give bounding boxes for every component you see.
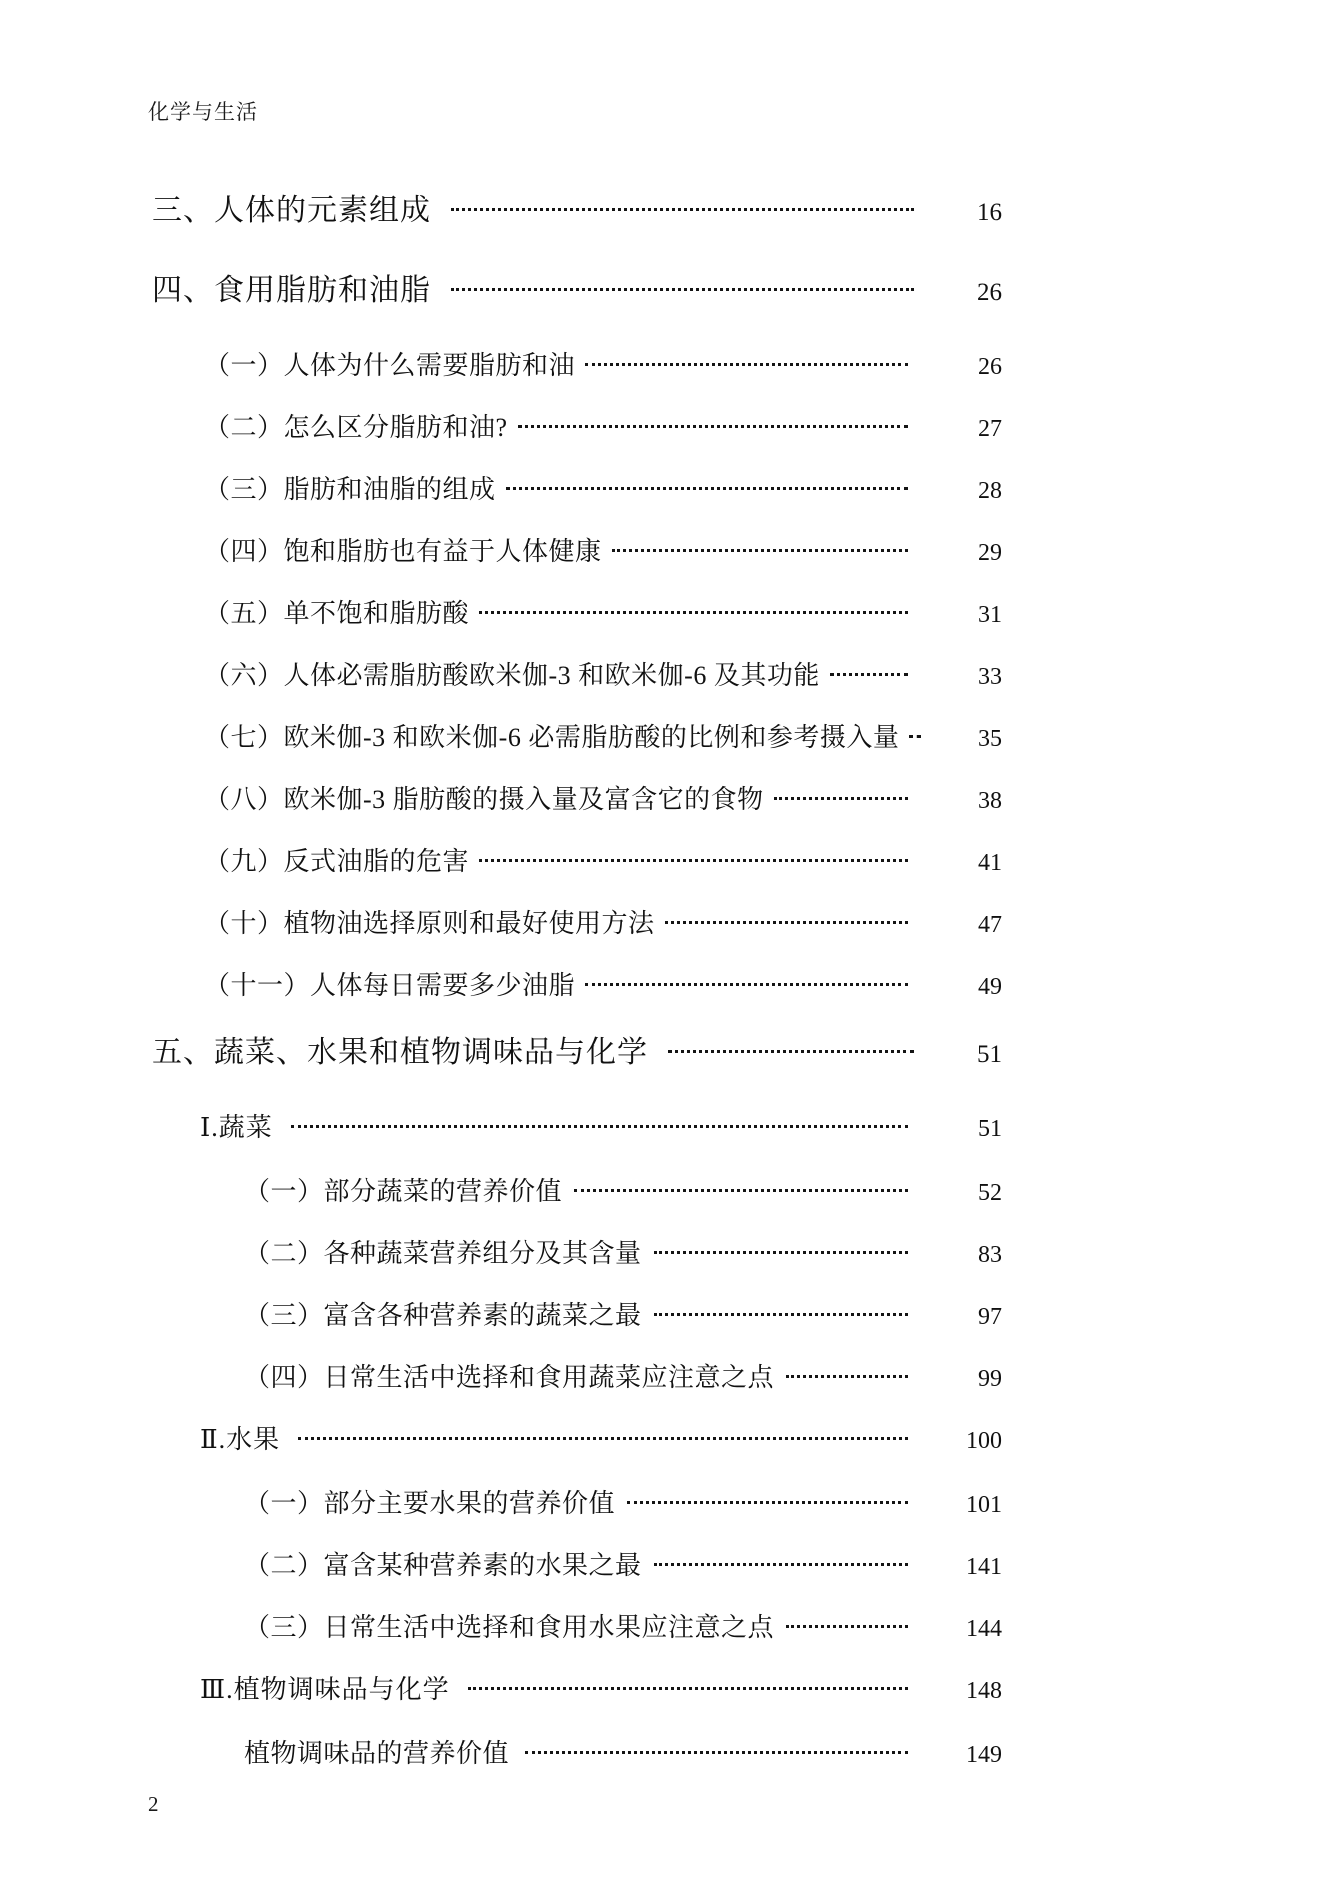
toc-entry[interactable] <box>0 1107 1339 1144</box>
toc-entry-label: （十）植物油选择原则和最好使用方法 <box>204 909 655 938</box>
toc-entry-label: 四、食用脂肪和油脂 <box>152 274 431 307</box>
toc-entry-label: （四）日常生活中选择和食用蔬菜应注意之点 <box>244 1363 775 1392</box>
toc-leader-dots <box>479 596 908 622</box>
toc-entry-page-number: 144 <box>966 1616 1002 1642</box>
toc-entry[interactable] <box>0 1171 1339 1208</box>
toc-entry[interactable] <box>0 185 1339 229</box>
toc-entry[interactable] <box>0 1733 1339 1770</box>
toc-entry[interactable] <box>0 407 1339 444</box>
toc-entry[interactable] <box>0 265 1339 309</box>
toc-entry[interactable] <box>0 1669 1339 1706</box>
toc-entry-label: （八）欧米伽-3 脂肪酸的摄入量及富含它的食物 <box>204 785 764 814</box>
toc-entry-page-number: 51 <box>978 1116 1002 1142</box>
toc-entry-label: Ⅲ.植物调味品与化学 <box>200 1675 450 1704</box>
toc-entry-page-number: 47 <box>978 912 1002 938</box>
toc-entry-label: （三）富含各种营养素的蔬菜之最 <box>244 1301 642 1330</box>
toc-entry[interactable] <box>0 965 1339 1002</box>
toc-entry-page-number: 38 <box>978 788 1002 814</box>
toc-leader-dots <box>774 782 908 808</box>
toc-entry-page-number: 26 <box>978 354 1002 380</box>
toc-entry[interactable] <box>0 593 1339 630</box>
toc-entry[interactable] <box>0 531 1339 568</box>
toc-entry[interactable] <box>0 1483 1339 1520</box>
toc-leader-dots <box>612 534 908 560</box>
toc-entry-page-number: 31 <box>978 602 1002 628</box>
running-head: 化学与生活 <box>148 100 258 124</box>
toc-entry[interactable] <box>0 1233 1339 1270</box>
toc-leader-dots <box>468 1672 908 1698</box>
toc-entry-page-number: 141 <box>966 1554 1002 1580</box>
toc-entry-label: Ⅰ.蔬菜 <box>200 1113 273 1142</box>
toc-entry[interactable] <box>0 1607 1339 1644</box>
toc-entry-label: （一）部分蔬菜的营养价值 <box>244 1177 563 1206</box>
toc-entry-label: 三、人体的元素组成 <box>152 194 431 227</box>
toc-entry[interactable] <box>0 469 1339 506</box>
toc-entry-label: Ⅱ.水果 <box>200 1425 281 1454</box>
toc-leader-dots <box>654 1236 908 1262</box>
toc-entry-page-number: 28 <box>978 478 1002 504</box>
table-of-contents <box>0 185 1339 1795</box>
toc-entry[interactable] <box>0 1545 1339 1582</box>
toc-entry-label: （三）日常生活中选择和食用水果应注意之点 <box>244 1613 775 1642</box>
toc-entry[interactable] <box>0 841 1339 878</box>
toc-entry-label: （一）人体为什么需要脂肪和油 <box>204 351 576 380</box>
toc-entry[interactable] <box>0 903 1339 940</box>
toc-entry-label: （七）欧米伽-3 和欧米伽-6 必需脂肪酸的比例和参考摄入量 <box>204 723 900 752</box>
toc-leader-dots <box>451 270 914 300</box>
toc-leader-dots <box>525 1736 908 1762</box>
toc-leader-dots <box>298 1422 908 1448</box>
toc-entry-label: （五）单不饱和脂肪酸 <box>204 599 470 628</box>
toc-entry-page-number: 97 <box>978 1304 1002 1330</box>
toc-entry[interactable] <box>0 345 1339 382</box>
toc-entry-label: 五、蔬菜、水果和植物调味品与化学 <box>152 1036 648 1069</box>
toc-entry-page-number: 27 <box>978 416 1002 442</box>
toc-leader-dots <box>506 472 908 498</box>
toc-entry-label: （六）人体必需脂肪酸欧米伽-3 和欧米伽-6 及其功能 <box>204 661 820 690</box>
toc-leader-dots <box>451 190 914 220</box>
page-folio: 2 <box>148 1792 159 1816</box>
toc-leader-dots <box>585 968 908 994</box>
toc-entry-label: （九）反式油脂的危害 <box>204 847 470 876</box>
toc-entry-page-number: 49 <box>978 974 1002 1000</box>
toc-entry-page-number: 41 <box>978 850 1002 876</box>
toc-leader-dots <box>585 348 908 374</box>
toc-entry-page-number: 52 <box>978 1180 1002 1206</box>
toc-entry[interactable] <box>0 1357 1339 1394</box>
toc-leader-dots <box>668 1032 914 1062</box>
toc-entry-page-number: 29 <box>978 540 1002 566</box>
toc-leader-dots <box>627 1486 908 1512</box>
toc-entry-label: （三）脂肪和油脂的组成 <box>204 475 496 504</box>
toc-leader-dots <box>574 1174 908 1200</box>
toc-leader-dots <box>909 720 921 746</box>
toc-entry-page-number: 148 <box>966 1678 1002 1704</box>
toc-entry-label: （一）部分主要水果的营养价值 <box>244 1489 616 1518</box>
toc-entry-page-number: 33 <box>978 664 1002 690</box>
toc-leader-dots <box>786 1610 908 1636</box>
toc-entry[interactable] <box>0 779 1339 816</box>
toc-entry-label: （四）饱和脂肪也有益于人体健康 <box>204 537 602 566</box>
toc-entry-label: （二）富含某种营养素的水果之最 <box>244 1551 642 1580</box>
toc-entry-page-number: 149 <box>966 1742 1002 1768</box>
toc-entry-page-number: 51 <box>977 1041 1002 1068</box>
toc-entry[interactable] <box>0 1295 1339 1332</box>
toc-entry-label: （二）怎么区分脂肪和油? <box>204 413 508 442</box>
toc-entry-page-number: 35 <box>978 726 1002 752</box>
toc-leader-dots <box>654 1548 908 1574</box>
toc-leader-dots <box>518 410 908 436</box>
toc-leader-dots <box>291 1110 908 1136</box>
toc-entry[interactable] <box>0 1027 1339 1071</box>
toc-entry-page-number: 83 <box>978 1242 1002 1268</box>
toc-leader-dots <box>786 1360 908 1386</box>
toc-entry[interactable] <box>0 717 1339 754</box>
toc-entry-page-number: 100 <box>966 1428 1002 1454</box>
toc-leader-dots <box>665 906 908 932</box>
toc-entry-label: 植物调味品的营养价值 <box>244 1739 510 1768</box>
toc-entry-page-number: 26 <box>977 279 1002 306</box>
toc-entry-page-number: 101 <box>966 1492 1002 1518</box>
toc-leader-dots <box>654 1298 908 1324</box>
toc-leader-dots <box>479 844 908 870</box>
toc-leader-dots <box>830 658 908 684</box>
toc-entry-label: （十一）人体每日需要多少油脂 <box>204 971 576 1000</box>
toc-entry-page-number: 16 <box>977 199 1002 226</box>
toc-entry[interactable] <box>0 655 1339 692</box>
toc-entry-label: （二）各种蔬菜营养组分及其含量 <box>244 1239 642 1268</box>
toc-entry-page-number: 99 <box>978 1366 1002 1392</box>
toc-entry[interactable] <box>0 1419 1339 1456</box>
